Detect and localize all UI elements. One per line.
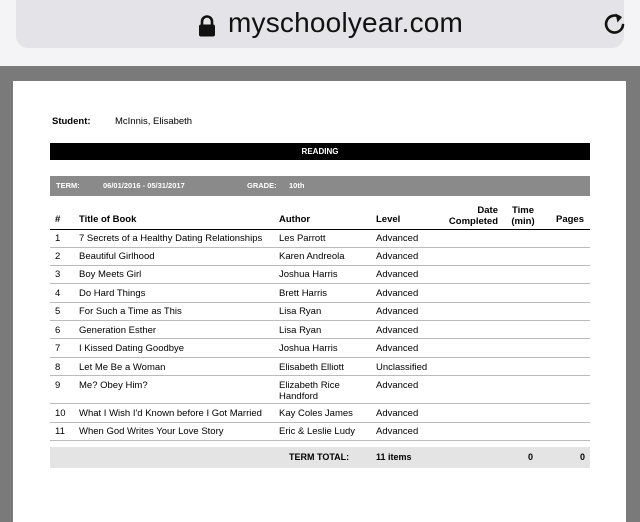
col-header-date-line2: Completed xyxy=(448,216,498,227)
row-num: 8 xyxy=(55,362,61,373)
row-title: 7 Secrets of a Healthy Dating Relationships xyxy=(79,233,263,244)
term-total-items: 11 items xyxy=(376,452,412,462)
row-level: Advanced xyxy=(376,408,419,419)
row-level: Advanced xyxy=(376,288,419,299)
row-num: 9 xyxy=(55,380,61,391)
row-num: 6 xyxy=(55,325,61,336)
col-header-num: # xyxy=(55,214,61,225)
grade-label: GRADE: xyxy=(247,181,277,190)
row-author: Brett Harris xyxy=(279,288,328,299)
term-total-pages: 0 xyxy=(580,452,586,462)
row-num: 4 xyxy=(55,288,61,299)
row-level: Advanced xyxy=(376,233,419,244)
table-row xyxy=(50,266,590,284)
table-row xyxy=(50,284,590,303)
row-level: Advanced xyxy=(376,380,419,391)
row-title: Me? Obey Him? xyxy=(79,380,148,391)
table-row xyxy=(50,358,590,376)
table-row xyxy=(50,339,590,358)
col-header-time xyxy=(505,205,541,227)
row-author: Kay Coles James xyxy=(279,408,353,419)
term-label: TERM: xyxy=(56,181,80,190)
table-row xyxy=(50,376,590,404)
url-text[interactable]: myschoolyear.com xyxy=(228,7,464,38)
browser-chrome xyxy=(0,0,640,66)
row-level: Advanced xyxy=(376,306,419,317)
row-level: Advanced xyxy=(376,343,419,354)
table-row xyxy=(50,404,590,423)
row-level: Advanced xyxy=(376,269,419,280)
row-level: Unclassified xyxy=(376,362,428,373)
row-title: What I Wish I'd Known before I Got Married xyxy=(79,408,262,419)
student-label: Student: xyxy=(52,116,91,127)
row-num: 2 xyxy=(55,251,61,262)
row-title: Generation Esther xyxy=(79,325,157,336)
address-bar[interactable] xyxy=(16,0,624,48)
col-header-author: Author xyxy=(279,214,311,225)
table-row xyxy=(50,230,590,248)
table-row xyxy=(50,303,590,321)
row-author: Eric & Leslie Ludy xyxy=(279,426,356,437)
row-num: 3 xyxy=(55,269,61,280)
row-title: I Kissed Dating Goodbye xyxy=(79,343,185,354)
row-title: When God Writes Your Love Story xyxy=(79,426,224,437)
col-header-time-line2: (min) xyxy=(511,216,535,227)
row-num: 10 xyxy=(55,408,66,419)
col-header-date-line1: Date xyxy=(477,205,498,216)
row-level: Advanced xyxy=(376,325,419,336)
row-title: For Such a Time as This xyxy=(79,306,182,317)
row-author: Karen Andreola xyxy=(279,251,345,262)
row-title: Do Hard Things xyxy=(79,288,146,299)
col-header-time-line1: Time xyxy=(511,205,534,216)
row-num: 1 xyxy=(55,233,61,244)
row-author-line2: Handford xyxy=(279,391,319,402)
row-num: 7 xyxy=(55,343,61,354)
row-author: Joshua Harris xyxy=(279,269,338,280)
row-author: Les Parrott xyxy=(279,233,326,244)
reload-icon[interactable] xyxy=(601,10,629,38)
col-header-level: Level xyxy=(376,214,401,225)
row-author: Joshua Harris xyxy=(279,343,338,354)
row-author: Elizabeth Rice xyxy=(279,380,340,391)
term-value: 06/01/2016 - 05/31/2017 xyxy=(103,181,185,190)
row-num: 5 xyxy=(55,306,61,317)
row-level: Advanced xyxy=(376,426,419,437)
term-bar xyxy=(50,176,590,196)
row-author: Elisabeth Elliott xyxy=(279,362,344,373)
row-author: Lisa Ryan xyxy=(279,306,322,317)
lock-icon xyxy=(198,15,216,37)
row-title: Beautiful Girlhood xyxy=(79,251,155,262)
term-total-label: TERM TOTAL: xyxy=(289,452,350,462)
col-header-title: Title of Book xyxy=(79,214,137,225)
col-header-pages: Pages xyxy=(556,214,584,225)
table-row xyxy=(50,423,590,441)
table-row xyxy=(50,248,590,266)
section-title: READING xyxy=(50,143,590,160)
term-total-time: 0 xyxy=(528,452,534,462)
row-level: Advanced xyxy=(376,251,419,262)
student-name: McInnis, Elisabeth xyxy=(115,116,193,127)
table-row xyxy=(50,321,590,339)
grade-value: 10th xyxy=(289,181,305,190)
term-total-bar xyxy=(50,447,590,468)
row-author: Lisa Ryan xyxy=(279,325,322,336)
col-header-date xyxy=(440,205,498,227)
row-title: Let Me Be a Woman xyxy=(79,362,166,373)
row-num: 11 xyxy=(55,426,65,437)
row-title: Boy Meets Girl xyxy=(79,269,142,280)
